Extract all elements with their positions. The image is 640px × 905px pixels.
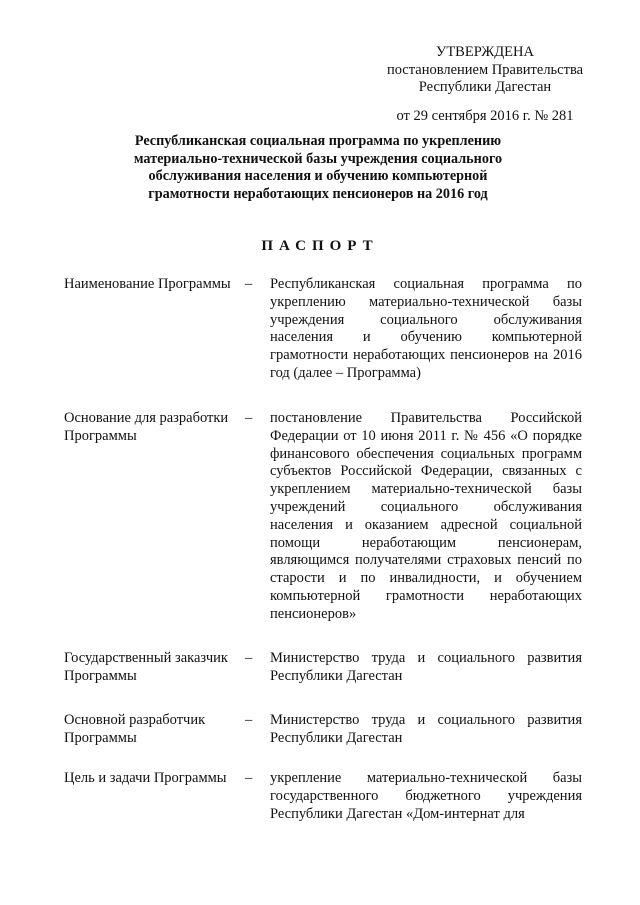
row-label: Наименование Программы [64, 276, 231, 292]
passport-heading: ПАСПОРТ [261, 238, 379, 254]
approval-status: УТВЕРЖДЕНА [436, 44, 534, 60]
approval-line-2: Республики Дагестан [418, 79, 552, 95]
row-dash: – [245, 650, 253, 666]
row-label: Основание для разработки Программы [64, 410, 229, 444]
row-value: Министерство труда и социального развития Республики Дагестан [270, 712, 582, 746]
row-dash: – [245, 770, 253, 786]
approval-date: от 29 сентября 2016 г. № 281 [396, 107, 574, 124]
approval-stamp [360, 44, 610, 125]
row-label: Основной разработчик Программы [64, 712, 206, 746]
row-value: постановление Правительства Российской Федерации от 10 июня 2011 г. № 456 «О порядке финансового обеспечения социальных программ субъектов Российской Федерации, связанных с укреплением материально-технической базы учреждений социального обслуживания населения и оказанием адресной социальной помощи неработающим пенсионерам, являющимся получателями страховых пенсий по старости и по инвалидности, и обучением компьютерной грамотности неработающих пенсионеров» [270, 410, 582, 622]
row-value: Республиканская социальная программа по укреплению материально-технической базы учреждения социального обслуживания населения и обучению компьютерной грамотности неработающих пенсионеров на 2016 год (далее – Программа) [270, 276, 582, 381]
row-label: Цель и задачи Программы [64, 770, 227, 786]
document-title: Республиканская социальная программа по укреплению материально-технической базы учреждения социального обслуживания населения и обучению компьютерной грамотности неработающих пенсионеров на 2016 год [133, 133, 503, 202]
row-label: Государственный заказчик Программы [64, 650, 228, 684]
row-value: укрепление материально-технической базы государственного бюджетного учреждения Республики Дагестан «Дом-интернат для [270, 770, 582, 822]
row-value: Министерство труда и социального развития Республики Дагестан [270, 650, 582, 684]
approval-line-1: постановлением Правительства [386, 61, 584, 78]
row-dash: – [245, 712, 253, 728]
row-dash: – [245, 276, 253, 292]
row-dash: – [245, 410, 253, 426]
